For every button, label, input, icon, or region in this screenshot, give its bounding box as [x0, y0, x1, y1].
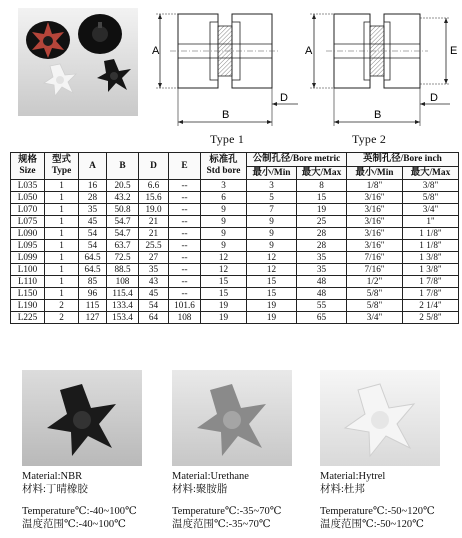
type1-caption: Type 1 — [210, 132, 245, 146]
cell-size: L110 — [11, 276, 45, 288]
cell-metric-min: 12 — [247, 252, 297, 264]
cell-std-bore: 12 — [201, 264, 247, 276]
cell-e: -- — [169, 228, 201, 240]
cell-inch-max: 1" — [403, 216, 459, 228]
header-metric-min: 最小/Min — [247, 167, 297, 180]
cell-size: L050 — [11, 192, 45, 204]
urethane-text — [172, 470, 296, 531]
cell-b: 153.4 — [107, 312, 139, 324]
header-e: E — [169, 153, 201, 180]
cell-inch-max: 2 1/4" — [403, 300, 459, 312]
cell-d: 19.0 — [139, 204, 169, 216]
cell-metric-max: 8 — [297, 180, 347, 192]
cell-d: 15.6 — [139, 192, 169, 204]
material-card-nbr — [22, 370, 146, 531]
table-row — [11, 192, 459, 204]
cell-inch-max: 2 5/8" — [403, 312, 459, 324]
cell-e: -- — [169, 276, 201, 288]
cell-type: 1 — [45, 288, 79, 300]
cell-metric-max: 25 — [297, 216, 347, 228]
nbr-temp-en: Temperature℃:-40~100℃ — [22, 506, 137, 517]
cell-e: 101.6 — [169, 300, 201, 312]
dim-a-label-1: A — [152, 45, 160, 57]
cell-b: 115.4 — [107, 288, 139, 300]
cell-size: L099 — [11, 252, 45, 264]
header-bore-metric: 公制孔径/Bore metric — [247, 153, 347, 167]
table-row — [11, 216, 459, 228]
nbr-spider-image — [22, 370, 142, 466]
cell-b: 133.4 — [107, 300, 139, 312]
cell-inch-max: 1 1/8" — [403, 240, 459, 252]
hytrel-temp-en: Temperature℃:-50~120℃ — [320, 506, 435, 517]
coupling-photo-illustration — [18, 8, 138, 116]
material-card-urethane — [172, 370, 296, 531]
cell-type: 1 — [45, 204, 79, 216]
cell-type: 1 — [45, 240, 79, 252]
cell-metric-max: 35 — [297, 252, 347, 264]
cell-inch-max: 1 7/8" — [403, 288, 459, 300]
table-row — [11, 228, 459, 240]
cell-inch-max: 5/8" — [403, 192, 459, 204]
urethane-material-en: Material:Urethane — [172, 471, 249, 482]
hytrel-material-cn: 材料:杜邦 — [320, 484, 365, 495]
cell-e: -- — [169, 204, 201, 216]
cell-std-bore: 19 — [201, 312, 247, 324]
cell-a: 127 — [79, 312, 107, 324]
cell-inch-min: 3/16" — [347, 228, 403, 240]
hytrel-spider-icon — [320, 370, 440, 466]
urethane-spider-image — [172, 370, 292, 466]
cell-metric-min: 3 — [247, 180, 297, 192]
black-spider — [97, 59, 131, 92]
header-figures — [0, 0, 462, 150]
header-type-cn: 型式 — [52, 155, 71, 165]
header-inch-max: 最大/Max — [403, 167, 459, 180]
cell-metric-min: 12 — [247, 264, 297, 276]
table-row — [11, 264, 459, 276]
cell-metric-max: 19 — [297, 204, 347, 216]
cell-b: 108 — [107, 276, 139, 288]
cell-inch-max: 3/4" — [403, 204, 459, 216]
cell-d: 6.6 — [139, 180, 169, 192]
cell-inch-max: 1 3/8" — [403, 264, 459, 276]
cell-size: L035 — [11, 180, 45, 192]
cell-b: 54.7 — [107, 216, 139, 228]
cell-inch-min: 3/16" — [347, 192, 403, 204]
cell-inch-min: 3/16" — [347, 204, 403, 216]
cell-metric-max: 28 — [297, 228, 347, 240]
cell-a: 28 — [79, 192, 107, 204]
header-size — [11, 153, 45, 180]
type1-drawing-svg — [148, 4, 308, 136]
header-size-cn: 规格 — [18, 155, 37, 165]
header-std-bore — [201, 153, 247, 180]
cell-size: L190 — [11, 300, 45, 312]
cell-inch-min: 3/4" — [347, 312, 403, 324]
nbr-temp-cn: 温度范围℃:-40~100℃ — [22, 519, 126, 530]
header-type-en: Type — [51, 166, 72, 176]
coupling-hub-right — [78, 14, 122, 54]
urethane-spider-icon — [172, 370, 292, 466]
cell-d: 27 — [139, 252, 169, 264]
cell-std-bore: 3 — [201, 180, 247, 192]
cell-a: 35 — [79, 204, 107, 216]
cell-metric-max: 48 — [297, 288, 347, 300]
cell-metric-min: 19 — [247, 312, 297, 324]
cell-a: 54 — [79, 240, 107, 252]
cell-metric-min: 15 — [247, 276, 297, 288]
cell-a: 96 — [79, 288, 107, 300]
table-row — [11, 180, 459, 192]
hytrel-material-en: Material:Hytrel — [320, 471, 386, 482]
urethane-material-cn: 材料:聚胺脂 — [172, 484, 228, 495]
cell-type: 1 — [45, 180, 79, 192]
cell-size: L070 — [11, 204, 45, 216]
header-metric-max: 最大/Max — [297, 167, 347, 180]
cell-d: 35 — [139, 264, 169, 276]
header-d: D — [139, 153, 169, 180]
cell-metric-max: 15 — [297, 192, 347, 204]
cell-metric-max: 48 — [297, 276, 347, 288]
cell-inch-min: 1/2" — [347, 276, 403, 288]
cell-metric-min: 15 — [247, 288, 297, 300]
dim-d-label-1: D — [280, 92, 288, 104]
cell-size: L090 — [11, 228, 45, 240]
cell-e: -- — [169, 180, 201, 192]
nbr-material-en: Material:NBR — [22, 471, 83, 482]
coupling-spec-table — [10, 152, 459, 324]
cell-metric-max: 65 — [297, 312, 347, 324]
cell-b: 43.2 — [107, 192, 139, 204]
header-bore-inch: 英制孔径/Bore inch — [347, 153, 459, 167]
cell-type: 1 — [45, 252, 79, 264]
cell-e: -- — [169, 240, 201, 252]
header-a: A — [79, 153, 107, 180]
cell-d: 21 — [139, 216, 169, 228]
header-std-bore-cn: 标准孔 — [209, 155, 238, 165]
cell-std-bore: 12 — [201, 252, 247, 264]
cell-b: 20.5 — [107, 180, 139, 192]
cell-metric-max: 28 — [297, 240, 347, 252]
spec-table-body — [11, 180, 459, 324]
cell-a: 64.5 — [79, 252, 107, 264]
cell-metric-min: 9 — [247, 216, 297, 228]
cell-inch-min: 1/8" — [347, 180, 403, 192]
coupling-hub-left — [26, 21, 70, 59]
table-row — [11, 204, 459, 216]
cell-std-bore: 6 — [201, 192, 247, 204]
cell-e: -- — [169, 252, 201, 264]
cell-d: 25.5 — [139, 240, 169, 252]
cell-a: 85 — [79, 276, 107, 288]
cell-type: 1 — [45, 228, 79, 240]
cell-inch-max: 1 1/8" — [403, 228, 459, 240]
type2-drawing-svg — [300, 4, 462, 136]
cell-metric-min: 9 — [247, 240, 297, 252]
type2-caption: Type 2 — [352, 132, 387, 146]
cell-inch-min: 5/8" — [347, 288, 403, 300]
cell-e: -- — [169, 192, 201, 204]
dim-b-label-2: B — [374, 109, 382, 121]
cell-std-bore: 15 — [201, 276, 247, 288]
cell-d: 54 — [139, 300, 169, 312]
nbr-text — [22, 470, 146, 531]
hytrel-temp-cn: 温度范围℃:-50~120℃ — [320, 519, 424, 530]
cell-metric-min: 7 — [247, 204, 297, 216]
nbr-material-cn: 材料:丁晴橡胶 — [22, 484, 88, 495]
table-row — [11, 252, 459, 264]
cell-std-bore: 9 — [201, 204, 247, 216]
cell-size: L095 — [11, 240, 45, 252]
cell-size: L225 — [11, 312, 45, 324]
cell-type: 1 — [45, 264, 79, 276]
cell-type: 1 — [45, 216, 79, 228]
cell-std-bore: 15 — [201, 288, 247, 300]
cell-d: 64 — [139, 312, 169, 324]
table-row — [11, 276, 459, 288]
cell-d: 21 — [139, 228, 169, 240]
cell-a: 115 — [79, 300, 107, 312]
coupling-product-photo — [18, 8, 138, 116]
table-row — [11, 312, 459, 324]
cell-inch-min: 3/16" — [347, 216, 403, 228]
cell-type: 1 — [45, 192, 79, 204]
table-row — [11, 288, 459, 300]
cell-metric-min: 5 — [247, 192, 297, 204]
cell-std-bore: 9 — [201, 228, 247, 240]
cell-d: 43 — [139, 276, 169, 288]
cell-inch-max: 1 7/8" — [403, 276, 459, 288]
cell-e: -- — [169, 264, 201, 276]
type2-dimension-drawing — [300, 4, 462, 136]
cell-type: 2 — [45, 312, 79, 324]
cell-metric-min: 19 — [247, 300, 297, 312]
cell-inch-max: 1 3/8" — [403, 252, 459, 264]
header-b: B — [107, 153, 139, 180]
dim-b-label-1: B — [222, 109, 230, 121]
cell-e: 108 — [169, 312, 201, 324]
white-spider — [44, 64, 76, 96]
cell-b: 54.7 — [107, 228, 139, 240]
header-inch-min: 最小/Min — [347, 167, 403, 180]
table-row — [11, 300, 459, 312]
cell-a: 16 — [79, 180, 107, 192]
cell-a: 54 — [79, 228, 107, 240]
nbr-spider-icon — [22, 370, 142, 466]
cell-d: 45 — [139, 288, 169, 300]
dim-d-label-2: D — [430, 92, 438, 104]
cell-metric-min: 9 — [247, 228, 297, 240]
cell-std-bore: 9 — [201, 216, 247, 228]
cell-inch-min: 7/16" — [347, 252, 403, 264]
urethane-temp-en: Temperature℃:-35~70℃ — [172, 506, 282, 517]
dim-a-label-2: A — [305, 45, 313, 57]
cell-std-bore: 19 — [201, 300, 247, 312]
cell-e: -- — [169, 288, 201, 300]
material-card-hytrel — [320, 370, 444, 531]
cell-b: 63.7 — [107, 240, 139, 252]
header-type — [45, 153, 79, 180]
header-std-bore-en: Std bore — [206, 166, 241, 176]
cell-size: L150 — [11, 288, 45, 300]
urethane-temp-cn: 温度范围℃:-35~70℃ — [172, 519, 271, 530]
cell-b: 50.8 — [107, 204, 139, 216]
cell-size: L100 — [11, 264, 45, 276]
dim-e-label: E — [450, 45, 458, 57]
table-header-row-1 — [11, 153, 459, 167]
cell-inch-min: 3/16" — [347, 240, 403, 252]
cell-inch-min: 5/8" — [347, 300, 403, 312]
table-row — [11, 240, 459, 252]
cell-type: 1 — [45, 276, 79, 288]
cell-size: L075 — [11, 216, 45, 228]
cell-metric-max: 35 — [297, 264, 347, 276]
cell-inch-min: 7/16" — [347, 264, 403, 276]
hytrel-spider-image — [320, 370, 440, 466]
cell-b: 72.5 — [107, 252, 139, 264]
cell-std-bore: 9 — [201, 240, 247, 252]
hytrel-text — [320, 470, 444, 531]
cell-type: 2 — [45, 300, 79, 312]
cell-b: 88.5 — [107, 264, 139, 276]
cell-metric-max: 55 — [297, 300, 347, 312]
cell-a: 64.5 — [79, 264, 107, 276]
cell-e: -- — [169, 216, 201, 228]
cell-inch-max: 3/8" — [403, 180, 459, 192]
type1-dimension-drawing — [148, 4, 308, 136]
header-size-en: Size — [19, 166, 36, 176]
cell-a: 45 — [79, 216, 107, 228]
